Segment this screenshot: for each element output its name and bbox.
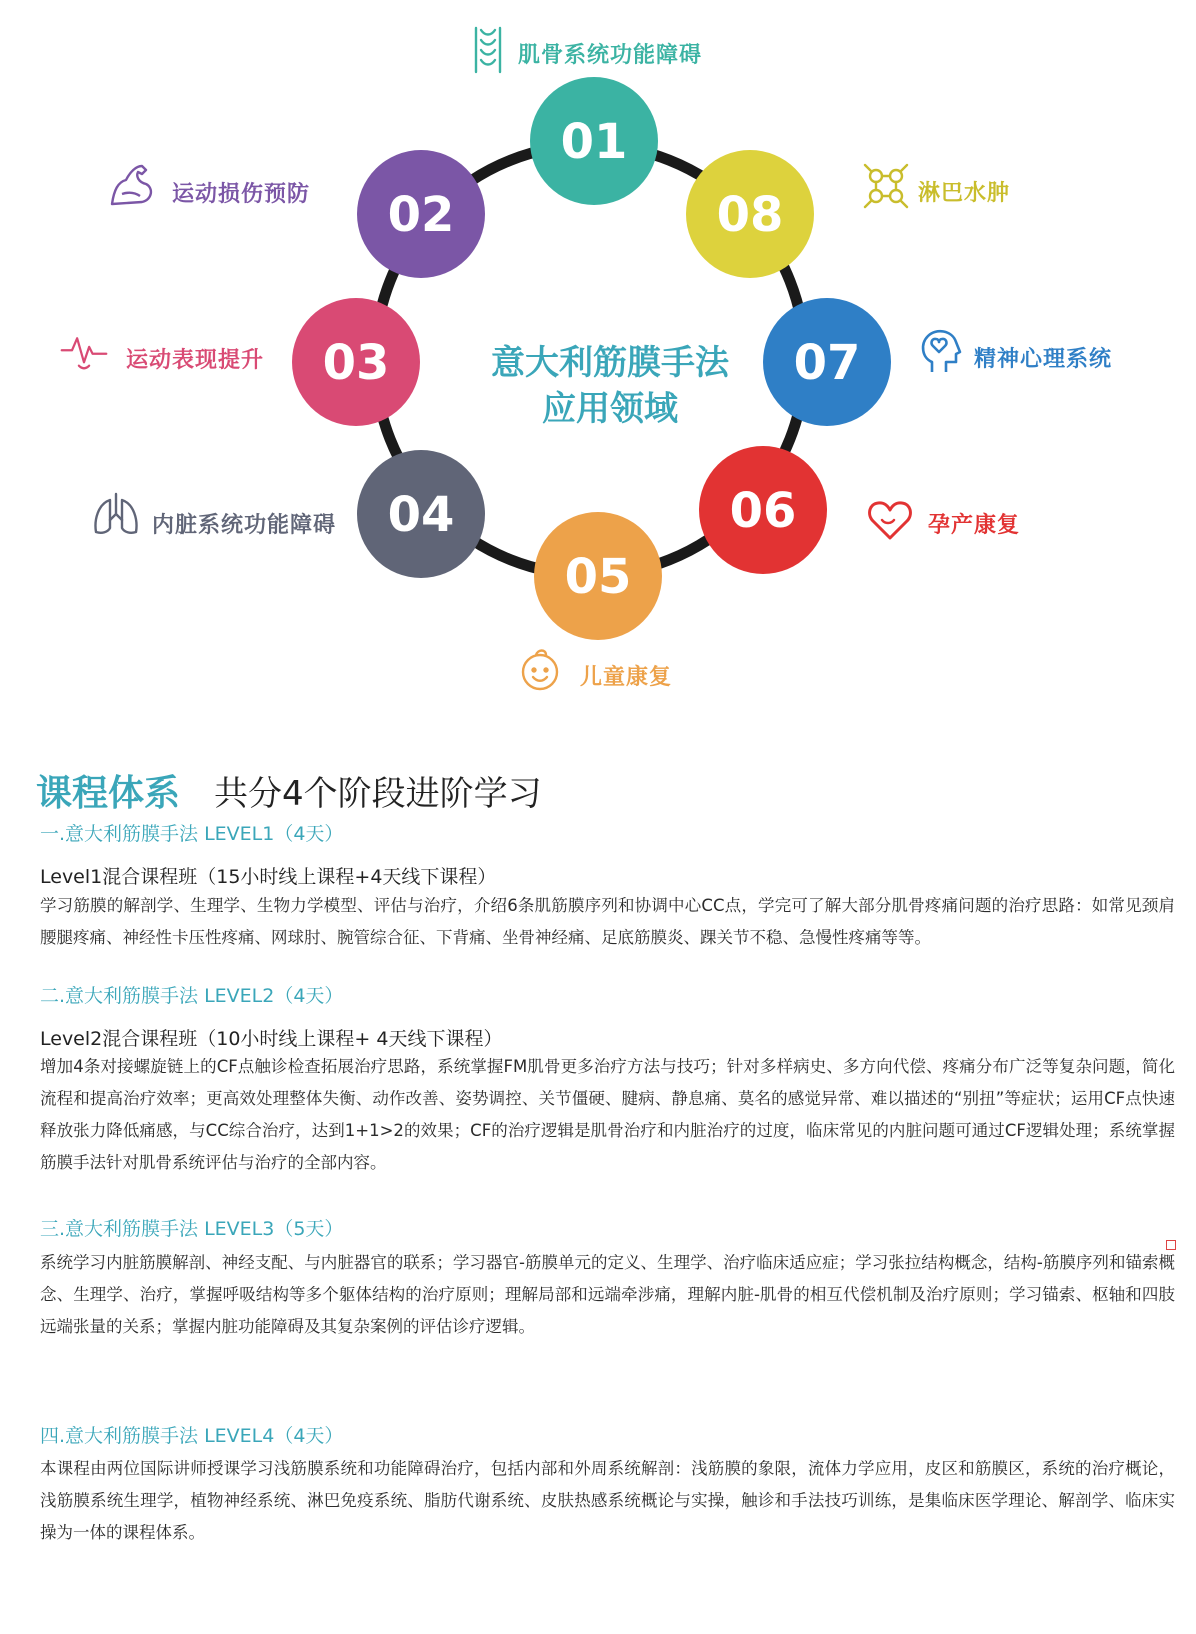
level1-subtitle: Level1混合课程班（15小时线上课程+4天线下课程）	[40, 866, 497, 888]
level2-body: 增加4条对接螺旋链上的CF点触诊检查拓展治疗思路，系统掌握FM肌骨更多治疗方法与技巧；针对多样病史、多方向代偿、疼痛分布广泛等复杂问题，简化流程和提高治疗效率；更高效处理整体失衡、动作改善、姿势调控、关节僵硬、腱病、静息痛、莫名的感觉异常、难以描述的“别扭”等症状；运用CF点快速释放张力降低痛感，与CC综合治疗，达到1+1>2的效果；CF的治疗逻辑是肌骨治疗和内脏治疗的过度，临床常见的内脏问题可通过CF逻辑处理；系统掌握筋膜手法针对肌骨系统评估与治疗的全部内容。	[40, 1057, 1175, 1172]
area-node-06	[699, 446, 827, 574]
area-node-08	[686, 150, 814, 278]
area-node-number: 03	[322, 335, 390, 391]
area-node-number: 05	[564, 549, 632, 605]
level4-body: 本课程由两位国际讲师授课学习浅筋膜系统和功能障碍治疗，包括内部和外周系统解剖：浅筋膜的象限，流体力学应用，皮区和筋膜区，系统的治疗概论，浅筋膜系统生理学，植物神经系统、淋巴免疫系统、脂肪代谢系统、皮肤热感系统概论与实操，触诊和手法技巧训练，是集临床医学理论、解剖学、临床实操为一体的课程体系。	[40, 1459, 1175, 1542]
area-label-08: 淋巴水肿	[918, 181, 1011, 206]
level2-title: 二.意大利筋膜手法 LEVEL2（4天）	[40, 985, 344, 1007]
area-node-number: 01	[560, 114, 628, 170]
area-node-05	[534, 512, 662, 640]
level2-subtitle: Level2混合课程班（10小时线上课程+ 4天线下课程）	[40, 1028, 503, 1050]
area-label-06: 孕产康复	[928, 513, 1021, 538]
area-node-07	[763, 298, 891, 426]
area-node-number: 02	[387, 187, 455, 243]
center-title-line1: 意大利筋膜手法	[491, 343, 729, 383]
level3-title: 三.意大利筋膜手法 LEVEL3（5天）	[40, 1218, 344, 1240]
center-title-line2: 应用领域	[542, 389, 678, 429]
area-label-07: 精神心理系统	[974, 347, 1113, 372]
level1-title: 一.意大利筋膜手法 LEVEL1（4天）	[40, 823, 344, 845]
area-node-number: 08	[716, 187, 784, 243]
lymph-node-icon	[862, 162, 910, 210]
area-node-04	[357, 450, 485, 578]
spine-icon	[464, 26, 512, 74]
area-label-02: 运动损伤预防	[172, 182, 311, 207]
area-label-04: 内脏系统功能障碍	[152, 513, 337, 538]
child-face-icon	[516, 646, 564, 694]
area-label-05: 儿童康复	[580, 665, 673, 690]
area-node-number: 07	[793, 335, 861, 391]
application-areas-diagram	[0, 0, 1196, 740]
area-label-01: 肌骨系统功能障碍	[518, 43, 703, 68]
level3-body: 系统学习内脏筋膜解剖、神经支配、与内脏器官的联系；学习器官-筋膜单元的定义、生理学、治疗临床适应症；学习张拉结构概念，结构-筋膜序列和锚索概念、生理学、治疗，掌握呼吸结构等多个躯体结构的治疗原则；理解局部和远端牵涉痛，理解内脏-肌骨的相互代偿机制及治疗原则；学习锚索、枢轴和四肢远端张量的关系；掌握内脏功能障碍及其复杂案例的评估诊疗逻辑。	[40, 1253, 1175, 1336]
course-heading-subtitle: 共分4个阶段进阶学习	[214, 774, 542, 814]
area-node-number: 06	[729, 483, 797, 539]
course-heading-title: 课程体系	[36, 773, 181, 814]
flexed-arm-icon	[108, 160, 156, 208]
area-node-03	[292, 298, 420, 426]
area-node-01	[530, 77, 658, 205]
area-label-03: 运动表现提升	[126, 348, 265, 373]
diagram-center-title	[460, 340, 760, 432]
course-heading	[36, 765, 542, 816]
level1-body: 学习筋膜的解剖学、生理学、生物力学模型、评估与治疗，介绍6条肌筋膜序列和协调中心CC点，学完可了解大部分肌骨疼痛问题的治疗思路：如常见颈肩腰腿疼痛、神经性卡压性疼痛、网球肘、腕管综合征、下背痛、坐骨神经痛、足底筋膜炎、踝关节不稳、急慢性疼痛等等。	[40, 896, 1175, 947]
heart-icon	[866, 496, 914, 544]
heartbeat-icon	[60, 328, 108, 376]
level4-title: 四.意大利筋膜手法 LEVEL4（4天）	[40, 1425, 344, 1447]
lungs-icon	[92, 490, 140, 538]
area-node-number: 04	[387, 487, 455, 543]
head-heart-icon	[916, 326, 964, 374]
area-node-02	[357, 150, 485, 278]
